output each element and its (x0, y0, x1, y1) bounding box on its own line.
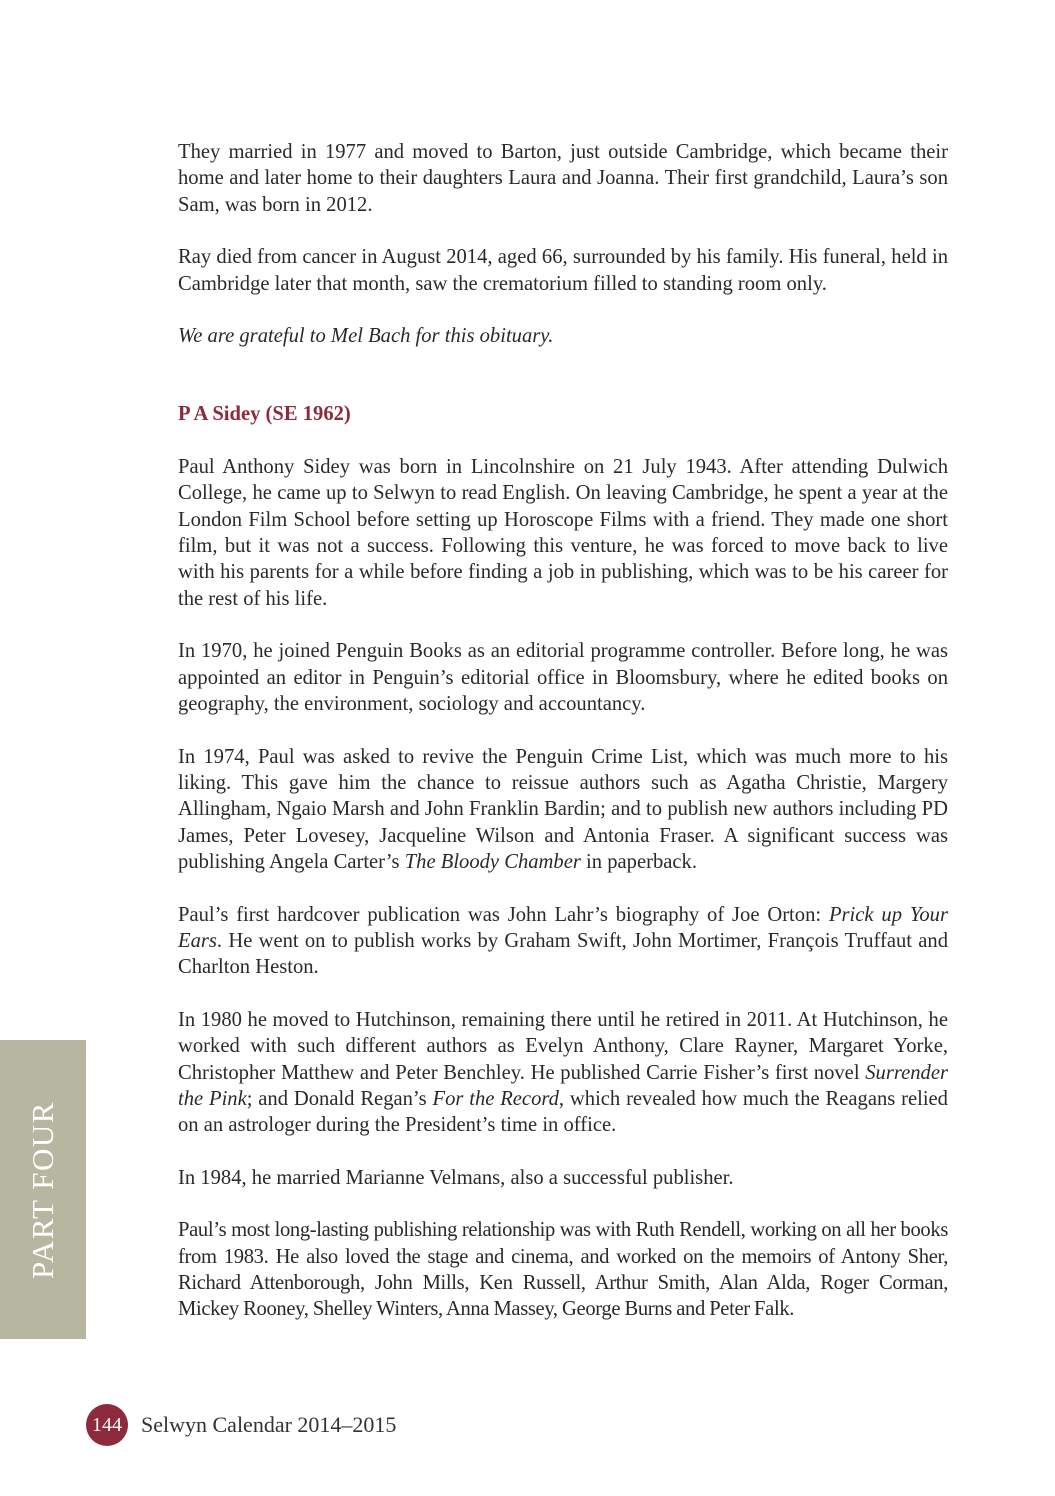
paragraph-crime-list (178, 744, 948, 876)
book-title: Prick up Your Ears (178, 903, 948, 952)
paragraph-hardcover (178, 902, 948, 981)
text-run: , which revealed how much the Reagans relied on an astrologer during the President’s time in office. (178, 1087, 948, 1137)
paragraph-hutchinson (178, 1007, 948, 1139)
book-title: Surrender the Pink (178, 1061, 948, 1110)
text-run: In 1980 he moved to Hutchinson, remaining there until he retired in 2011. At Hutchinson, he worked with such different authors as Evelyn Anthony, Clare Rayner, Margaret Yorke, Christopher Matthew and Peter Benchley. He published Carrie Fisher’s first novel (178, 1008, 948, 1084)
publication-title: Selwyn Calendar 2014–2015 (141, 1412, 397, 1437)
text-run: ; and Donald Regan’s (246, 1087, 433, 1110)
section-tab-label: PART FOUR (25, 1101, 60, 1279)
page-number-badge: 144 (86, 1404, 128, 1446)
paragraph-marriage-1984: In 1984, he married Marianne Velmans, also a successful publisher. (178, 1166, 734, 1189)
acknowledgement: We are grateful to Mel Bach for this obituary. (178, 325, 554, 348)
obituary-body (178, 139, 948, 1349)
paragraph-penguin: In 1970, he joined Penguin Books as an editorial programme controller. Before long, he was appointed an editor in Penguin’s editorial office in Bloomsbury, where he edited books on geography, the environment, sociology and accountancy. (178, 640, 948, 716)
book-title: The Bloody Chamber (404, 851, 581, 874)
text-run: in paperback. (580, 851, 697, 874)
paragraph-early-life: Paul Anthony Sidey was born in Lincolnshire on 21 July 1943. After attending Dulwich College, he came up to Selwyn to read English. On leaving Cambridge, he spent a year at the London Film School before setting up Horoscope Films with a friend. They made one short film, but it was not a success. Following this venture, he was forced to move back to live with his parents for a while before finding a job in publishing, which was to be his career for the rest of his life. (178, 455, 948, 610)
paragraph-death: Ray died from cancer in August 2014, aged 66, surrounded by his family. His funeral, held in Cambridge later that month, saw the crematorium filled to standing room only. (178, 246, 948, 295)
paragraph-rendell: Paul’s most long-lasting publishing relationship was with Ruth Rendell, working on all her books from 1983. He also loved the stage and cinema, and worked on the memoirs of Antony Sher, Richard Attenborough, John Mills, Ken Russell, Arthur Smith, Alan Alda, Roger Corman, Mickey Rooney, Shelley Winters, Anna Massey, George Burns and Peter Falk. (178, 1219, 948, 1321)
paragraph-marriage: They married in 1977 and moved to Barton, just outside Cambridge, which became their home and later home to their daughters Laura and Joanna. Their first grandchild, Laura’s son Sam, was born in 2012. (178, 141, 948, 216)
section-side-tab (0, 1040, 86, 1339)
book-title: For the Record (432, 1087, 559, 1110)
obituary-heading: P A Sidey (SE 1962) (178, 403, 351, 426)
text-run: Paul’s first hardcover publication was John Lahr’s biography of Joe Orton: (178, 903, 829, 926)
page-footer (86, 1404, 396, 1446)
text-run: In 1974, Paul was asked to revive the Penguin Crime List, which was much more to his liking. This gave him the chance to reissue authors such as Agatha Christie, Margery Allingham, Ngaio Marsh and John Franklin Bardin; and to publish new authors including PD James, Peter Lovesey, Jacqueline Wilson and Antonia Fraser. A significant success was publishing Angela Carter’s (178, 745, 948, 874)
text-run: . He went on to publish works by Graham Swift, John Mortimer, François Truffaut and Charlton Heston. (178, 929, 948, 979)
